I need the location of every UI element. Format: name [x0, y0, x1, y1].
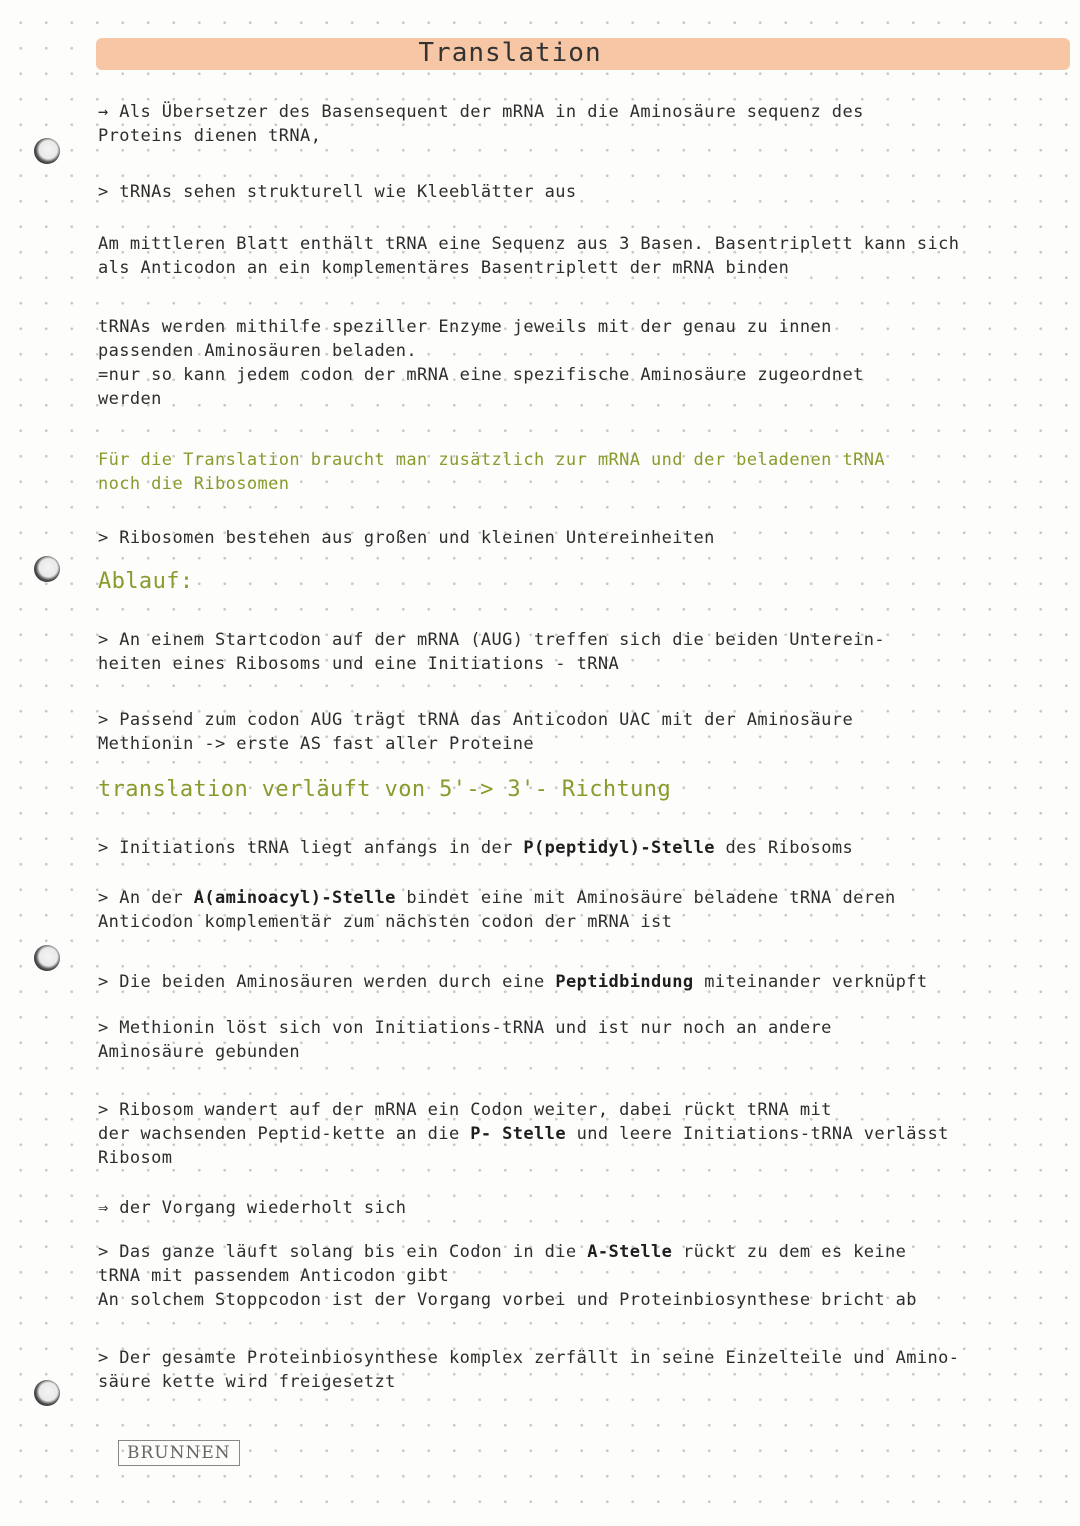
note-p-site	[98, 836, 1058, 860]
note-a-site	[98, 886, 1058, 934]
page-title: Translation	[418, 38, 602, 68]
note-translators: → Als Übersetzer des Basensequent der mRNA in die Aminosäure sequenz des Proteins dienen tRNA,	[98, 102, 864, 146]
text: und leere Initiations-tRNA verlässt Ribosom	[98, 1124, 949, 1168]
note-subunits: > Ribosomen bestehen aus großen und kleinen Untereinheiten	[98, 528, 715, 548]
note-startcodon: > An einem Startcodon auf der mRNA (AUG) treffen sich die beiden Unterein- heiten eines Ribosoms und eine Initiations - tRNA	[98, 630, 885, 674]
heading-ablauf: Ablauf:	[98, 569, 194, 594]
note-ribosomes-needed: Für die Translation braucht man zusätzlich zur mRNA und der beladenen tRNA noch die Ribosomen	[98, 450, 885, 494]
term-a-site: A(aminoacyl)-Stelle	[193, 888, 396, 908]
binder-hole	[34, 1380, 60, 1406]
brand-logo: BRUNNEN	[118, 1440, 240, 1466]
note-loading: tRNAs werden mithilfe speziller Enzyme jeweils mit der genau zu innen passenden Aminosäuren beladen. =nur so kann jedem codon der mRNA eine spezifische Aminosäure zugeordnet werden	[98, 317, 864, 409]
binder-hole	[34, 556, 60, 582]
heading-richtung: translation verläuft von 5'-> 3'- Richtung	[98, 777, 672, 802]
note-ribosome-moves	[98, 1098, 1058, 1170]
text: miteinander verknüpft	[693, 972, 928, 992]
text: des Ribosoms	[714, 838, 854, 858]
note-methionin-release: > Methionin löst sich von Initiations-tRNA und ist nur noch an andere Aminosäure gebunden	[98, 1018, 832, 1062]
term-p-site: P(peptidyl)-Stelle	[523, 838, 715, 858]
note-release: > Der gesamte Proteinbiosynthese komplex zerfällt in seine Einzelteile und Amino- säure kette wird freigesetzt	[98, 1348, 960, 1392]
note-cloverleaf: > tRNAs sehen strukturell wie Kleeblätter aus	[98, 182, 577, 202]
text: > Ribosom wandert auf der mRNA ein Codon weiter, dabei rückt tRNA mit der wachsenden Peptid-kette an die	[98, 1100, 832, 1144]
text: rückt zu dem es keine tRNA mit passendem Anticodon gibt An solchem Stoppcodon ist der Vorgang vorbei und Proteinbiosynthese bricht ab	[98, 1242, 917, 1310]
binder-hole	[34, 945, 60, 971]
note-repeat: ⇒ der Vorgang wiederholt sich	[98, 1198, 407, 1218]
note-methionin: > Passend zum codon AUG trägt tRNA das Anticodon UAC mit der Aminosäure Methionin -> erste AS fast aller Proteine	[98, 710, 854, 754]
text: > Initiations tRNA liegt anfangs in der	[98, 838, 524, 858]
term-peptidbindung: Peptidbindung	[555, 972, 694, 992]
binder-hole	[34, 138, 60, 164]
text: > Das ganze läuft solang bis ein Codon in die	[98, 1242, 588, 1262]
term-a-stelle: A-Stelle	[587, 1242, 673, 1262]
note-stopcodon	[98, 1240, 1058, 1312]
note-peptidbindung	[98, 970, 1058, 994]
term-p-stelle: P- Stelle	[470, 1124, 566, 1144]
text: bindet eine mit Aminosäure beladene tRNA deren Anticodon komplementär zum nächsten codon der mRNA ist	[98, 888, 896, 932]
note-anticodon: Am mittleren Blatt enthält tRNA eine Sequenz aus 3 Basen. Basentriplett kann sich als Anticodon an ein komplementäres Basentriplett der mRNA binden	[98, 234, 960, 278]
text: > Die beiden Aminosäuren werden durch eine	[98, 972, 556, 992]
text: > An der	[98, 888, 194, 908]
